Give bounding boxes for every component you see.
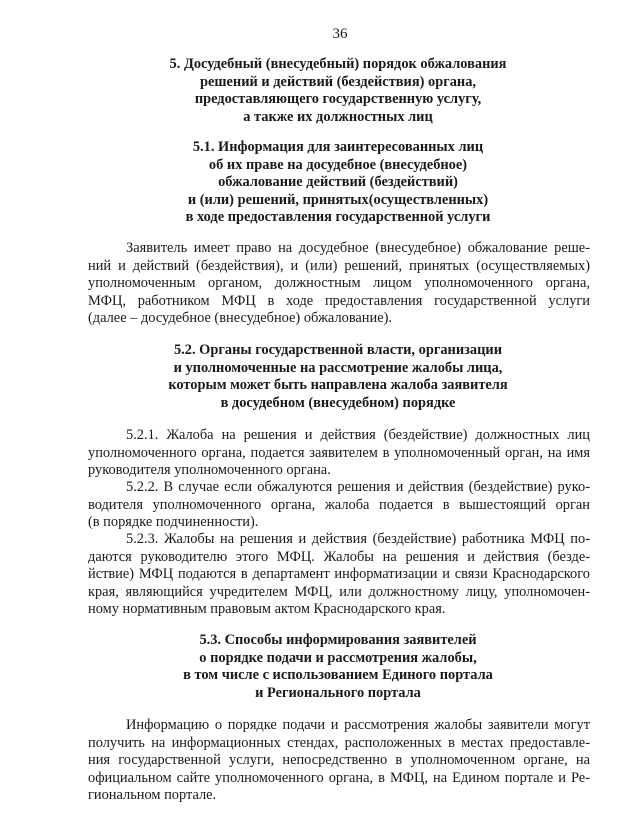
text-line: МФЦ, работником МФЦ в ходе предоставления государственной услуги <box>88 292 590 309</box>
section-5-2-3-paragraph <box>88 531 590 619</box>
heading-line: 5.3. Способы информирования заявителей <box>199 632 477 648</box>
text-line: получить на информационных стендах, расположенных в местах предоставле- <box>88 734 590 751</box>
section-5-heading <box>88 56 588 126</box>
text-line: йствие) МФЦ подаются в департамент информатизации и связи Краснодарского <box>88 566 590 583</box>
heading-line: в ходе предоставления государственной услуги <box>185 209 491 226</box>
page-number: 36 <box>332 26 348 42</box>
text-line: даются руководителю этого МФЦ. Жалобы на решения и действия (безде- <box>88 548 590 565</box>
heading-line: а также их должностных лиц <box>243 108 433 125</box>
text-line: гиональном портале. <box>88 787 217 804</box>
text-line: Заявитель имеет право на досудебное (внесудебное) обжалование реше- <box>126 240 590 256</box>
text-line: водителя уполномоченного органа, жалоба подается в вышестоящий орган <box>88 496 590 513</box>
text-line: (далее – досудебное (внесудебное) обжалование). <box>88 310 392 327</box>
text-line: (в порядке подчиненности). <box>88 514 259 531</box>
section-5-1-paragraph <box>88 240 590 328</box>
section-5-3-heading <box>88 632 588 702</box>
section-5-1-heading <box>88 139 588 227</box>
heading-line: в досудебном (внесудебном) порядке <box>220 394 456 411</box>
heading-line: предоставляющего государственную услугу, <box>194 91 482 108</box>
text-line: ний и действий (бездействия), и (или) решений, принятых (осуществляемых) <box>88 257 590 274</box>
heading-line: 5. Досудебный (внесудебный) порядок обжалования <box>169 56 507 72</box>
text-line: уполномоченным органом, должностным лицом уполномоченного органа, <box>88 275 590 292</box>
section-5-2-1-paragraph <box>88 427 590 480</box>
section-5-3-paragraph <box>88 717 590 805</box>
text-line: Информацию о порядке подачи и рассмотрения жалобы заявители могут <box>126 717 590 733</box>
heading-line: решений и действий (бездействия) органа, <box>199 73 477 90</box>
text-line: ния государственной услуги, непосредственно в уполномоченном органе, на <box>88 752 590 769</box>
text-line: официальном сайте уполномоченного органа, в МФЦ, на Едином портале и Ре- <box>88 769 590 786</box>
heading-line: 5.1. Информация для заинтересованных лиц <box>192 139 484 155</box>
text-line: руководителя уполномоченного органа. <box>88 462 331 479</box>
text-line: уполномоченного органа, подается заявителем в уполномоченный орган, на имя <box>88 444 590 461</box>
text-line: 5.2.1. Жалоба на решения и действия (бездействие) должностных лиц <box>126 427 590 443</box>
text-line: 5.2.3. Жалобы на решения и действия (бездействие) работника МФЦ по- <box>126 531 590 547</box>
text-line: 5.2.2. В случае если обжалуются решения и действия (бездействие) руко- <box>126 479 590 495</box>
heading-line: и уполномоченные на рассмотрение жалобы лица, <box>173 359 503 376</box>
heading-line: обжалование действий (бездействий) <box>218 174 458 191</box>
heading-line: 5.2. Органы государственной власти, организации <box>173 342 502 358</box>
text-line: ному нормативным правовым актом Краснодарского края. <box>88 601 446 618</box>
section-5-2-2-paragraph <box>88 479 590 532</box>
section-5-2-heading <box>88 342 588 412</box>
heading-line: о порядке подачи и рассмотрения жалобы, <box>199 649 477 666</box>
text-line: края, являющийся учредителем МФЦ, или должностному лицу, уполномочен- <box>88 583 590 600</box>
heading-line: и Регионального портала <box>255 684 421 701</box>
heading-line: об их праве на досудебное (внесудебное) <box>208 156 468 173</box>
heading-line: в том числе с использованием Единого портала <box>183 667 493 684</box>
heading-line: которым может быть направлена жалоба заявителя <box>168 377 508 394</box>
heading-line: и (или) решений, принятых(осуществленных) <box>187 191 489 208</box>
